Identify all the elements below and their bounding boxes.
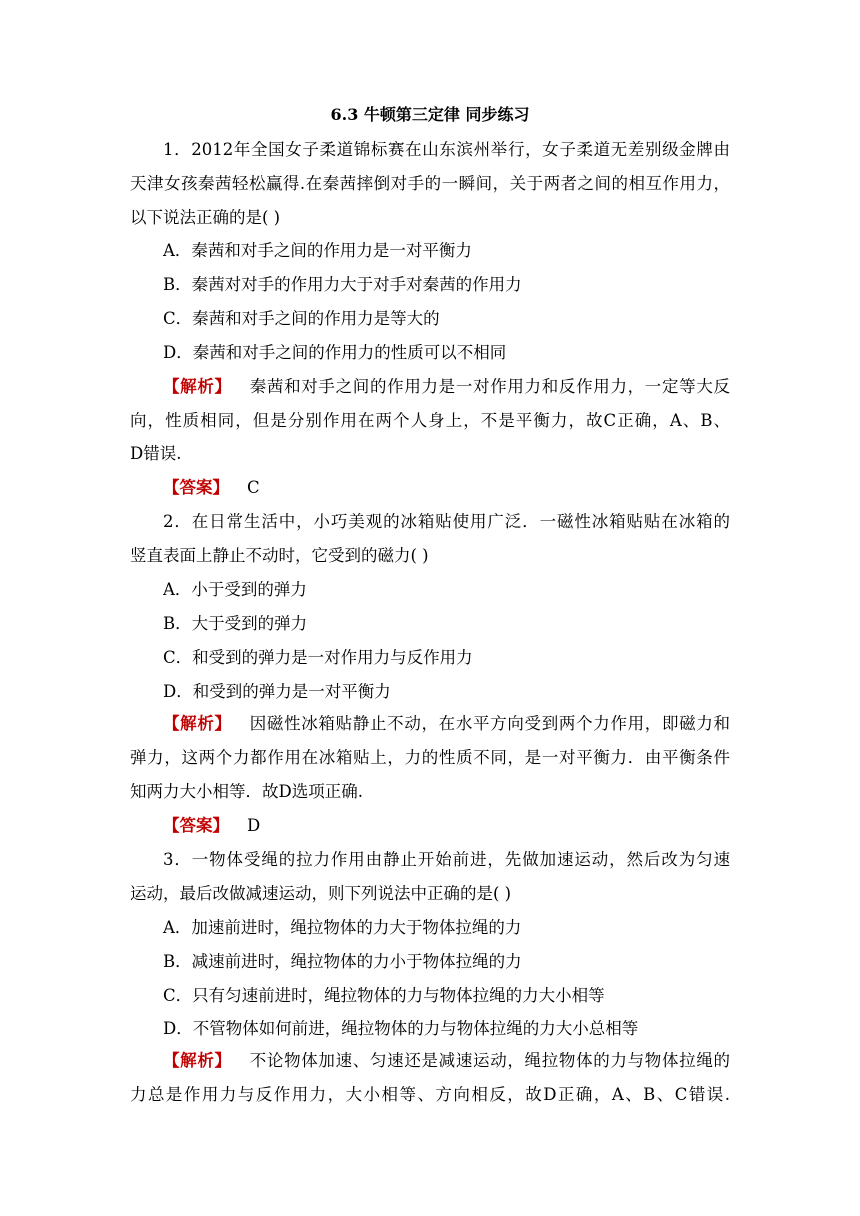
q1-analysis-line-3: D错误. — [130, 444, 182, 463]
q1-stem-line-1: 1．2012年全国女子柔道锦标赛在山东滨州举行，女子柔道无差别级金牌由 — [163, 140, 730, 159]
q3-analysis-text: 不论物体加速、匀速还是减速运动，绳拉物体的力与物体拉绳的 — [249, 1051, 731, 1070]
q2-option-d: D．和受到的弹力是一对平衡力 — [163, 682, 391, 701]
analysis-label: 【解析】 — [163, 377, 232, 396]
q3-stem-line-1: 3．一物体受绳的拉力作用由静止开始前进，先做加速运动，然后改为匀速 — [163, 850, 730, 869]
answer-label: 【答案】 — [163, 816, 229, 835]
q2-analysis-line-1 — [163, 713, 730, 735]
q3-option-a: A．加速前进时，绳拉物体的力大于物体拉绳的力 — [163, 918, 522, 937]
analysis-label: 【解析】 — [163, 1051, 232, 1070]
q2-analysis-line-2: 弹力，这两个力都作用在冰箱贴上，力的性质不同，是一对平衡力．由平衡条件 — [130, 748, 730, 767]
q2-answer — [163, 815, 730, 837]
q1-analysis-line-2: 向，性质相同，但是分别作用在两个人身上，不是平衡力，故C正确，A、B、 — [130, 411, 730, 430]
analysis-label: 【解析】 — [163, 714, 232, 733]
q2-analysis-text: 因磁性冰箱贴静止不动，在水平方向受到两个力作用，即磁力和 — [249, 714, 731, 733]
q1-option-d: D．秦茜和对手之间的作用力的性质可以不相同 — [163, 343, 507, 362]
q3-analysis-line-2: 力总是作用力与反作用力，大小相等、方向相反，故D正确，A、B、C错误. — [130, 1085, 730, 1104]
q2-answer-value: D — [247, 816, 261, 835]
q2-option-a: A．小于受到的弹力 — [163, 580, 307, 599]
q1-answer-value: C — [247, 478, 260, 497]
q2-stem-line-2: 竖直表面上静止不动时，它受到的磁力( ) — [130, 546, 429, 565]
q2-option-b: B．大于受到的弹力 — [163, 614, 308, 633]
q1-analysis-line-1 — [163, 376, 730, 398]
q1-option-b: B．秦茜对对手的作用力大于对手对秦茜的作用力 — [163, 275, 522, 294]
page-title: 6.3 牛顿第三定律 同步练习 — [330, 105, 530, 124]
q3-stem-line-2: 运动，最后改做减速运动，则下列说法中正确的是( ) — [130, 884, 512, 903]
q3-option-c: C．只有匀速前进时，绳拉物体的力与物体拉绳的力大小相等 — [163, 986, 605, 1005]
answer-label: 【答案】 — [163, 478, 229, 497]
q2-option-c: C．和受到的弹力是一对作用力与反作用力 — [163, 648, 473, 667]
q1-stem-line-3: 以下说法正确的是( ) — [130, 208, 281, 227]
q2-stem-line-1: 2．在日常生活中，小巧美观的冰箱贴使用广泛．一磁性冰箱贴贴在冰箱的 — [163, 512, 730, 531]
q3-analysis-line-1 — [163, 1050, 730, 1072]
q1-stem-line-2: 天津女孩秦茜轻松赢得.在秦茜摔倒对手的一瞬间，关于两者之间的相互作用力， — [130, 174, 730, 193]
q1-option-c: C．秦茜和对手之间的作用力是等大的 — [163, 309, 440, 328]
q1-answer — [163, 477, 730, 499]
q1-analysis-text: 秦茜和对手之间的作用力是一对作用力和反作用力，一定等大反 — [249, 377, 731, 396]
q2-analysis-line-3: 知两力大小相等．故D选项正确. — [130, 782, 363, 801]
q3-option-d: D．不管物体如何前进，绳拉物体的力与物体拉绳的力大小总相等 — [163, 1019, 639, 1038]
q3-option-b: B．减速前进时，绳拉物体的力小于物体拉绳的力 — [163, 952, 522, 971]
q1-option-a: A．秦茜和对手之间的作用力是一对平衡力 — [163, 241, 472, 260]
